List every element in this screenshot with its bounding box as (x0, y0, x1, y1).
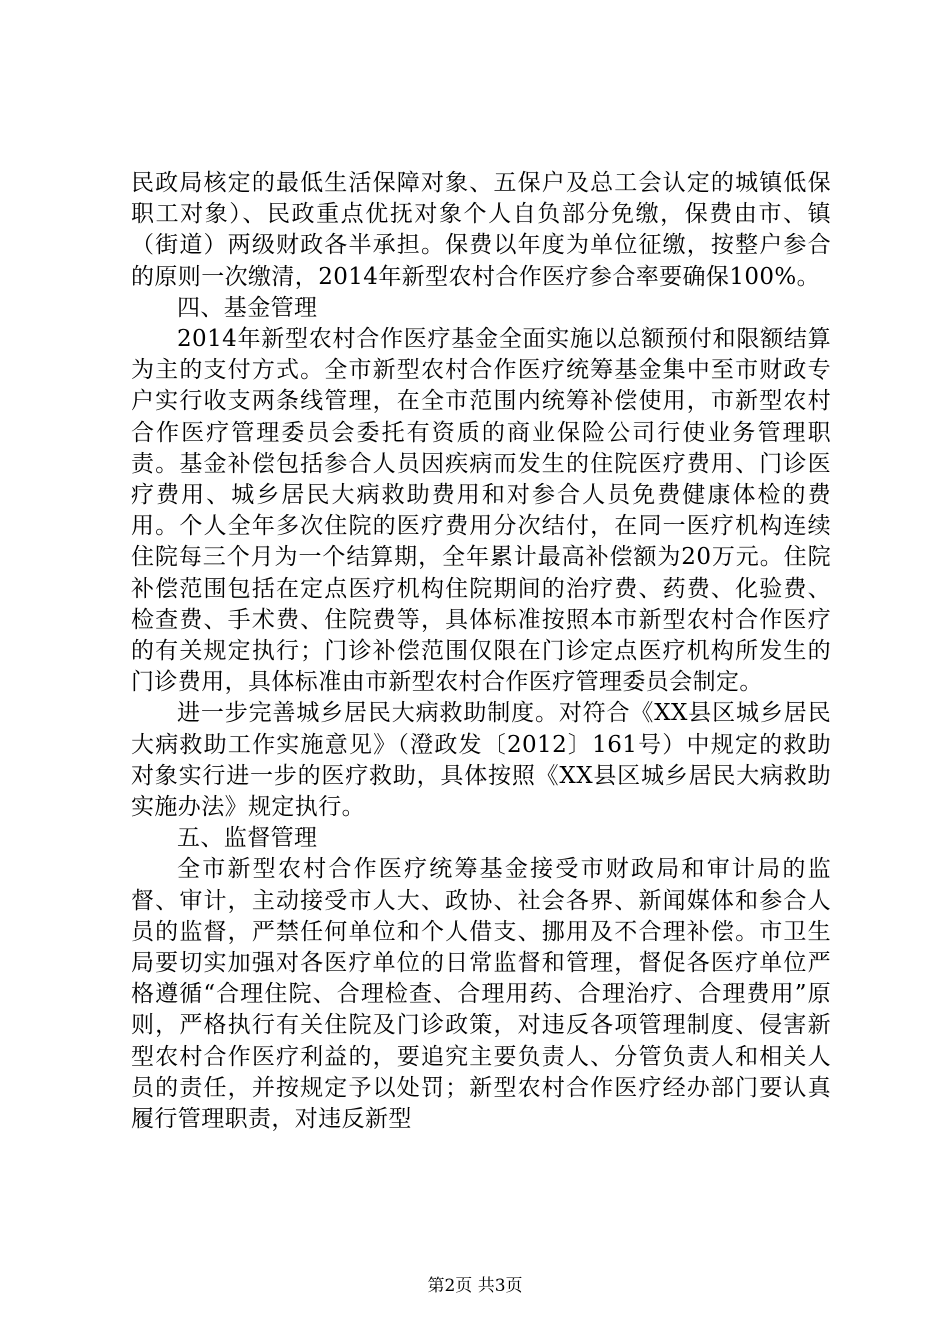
page-number-footer: 第2页 共3页 (427, 1276, 523, 1296)
paragraph-supervision: 全市新型农村合作医疗统筹基金接受市财政局和审计局的监督、审计，主动接受市人大、政协、社会各界、新闻媒体和参合人员的监督，严禁任何单位和个人借支、挪用及不合理补偿。市卫生局要切实加强对各医疗单位的日常监督和管理，督促各医疗单位严格遵循“合理住院、合理检查、合理用药、合理治疗、合理费用”原则，严格执行有关住院及门诊政策，对违反各项管理制度、侵害新型农村合作医疗利益的，要追究主要负责人、分管负责人和相关人员的责任，并按规定予以处罚；新型农村合作医疗经办部门要认真履行管理职责，对违反新型 (131, 856, 831, 1133)
section-heading-fund-management: 四、基金管理 (177, 294, 318, 321)
paragraph-fund-management: 2014年新型农村合作医疗基金全面实施以总额预付和限额结算为主的支付方式。全市新型农村合作医疗统筹基金集中至市财政专户实行收支两条线管理，在全市范围内统筹补偿使用，市新型农村合作医疗管理委员会委托有资质的商业保险公司行使业务管理职责。基金补偿包括参合人员因疾病而发生的住院医疗费用、门诊医疗费用、城乡居民大病救助费用和对参合人员免费健康体检的费用。个人全年多次住院的医疗费用分次结付，在同一医疗机构连续住院每三个月为一个结算期，全年累计最高补偿额为20万元。住院补偿范围包括在定点医疗机构住院期间的治疗费、药费、化验费、检查费、手术费、住院费等，具体标准按照本市新型农村合作医疗的有关规定执行；门诊补偿范围仅限在门诊定点医疗机构所发生的门诊费用，具体标准由市新型农村合作医疗管理委员会制定。 (131, 326, 831, 696)
paragraph-illness-aid: 进一步完善城乡居民大病救助制度。对符合《XX县区城乡居民大病救助工作实施意见》（澄政发〔2012〕161号）中规定的救助对象实行进一步的医疗救助，具体按照《XX县区城乡居民大病救助实施办法》规定执行。 (131, 700, 831, 821)
section-heading-supervision: 五、监督管理 (177, 825, 318, 852)
document-body (131, 168, 831, 1135)
paragraph-premium-exemption: 民政局核定的最低生活保障对象、五保户及总工会认定的城镇低保职工对象）、民政重点优抚对象个人自负部分免缴，保费由市、镇（街道）两级财政各半承担。保费以年度为单位征缴，按整户参合的原则一次缴清，2014年新型农村合作医疗参合率要确保100%。 (131, 170, 831, 290)
